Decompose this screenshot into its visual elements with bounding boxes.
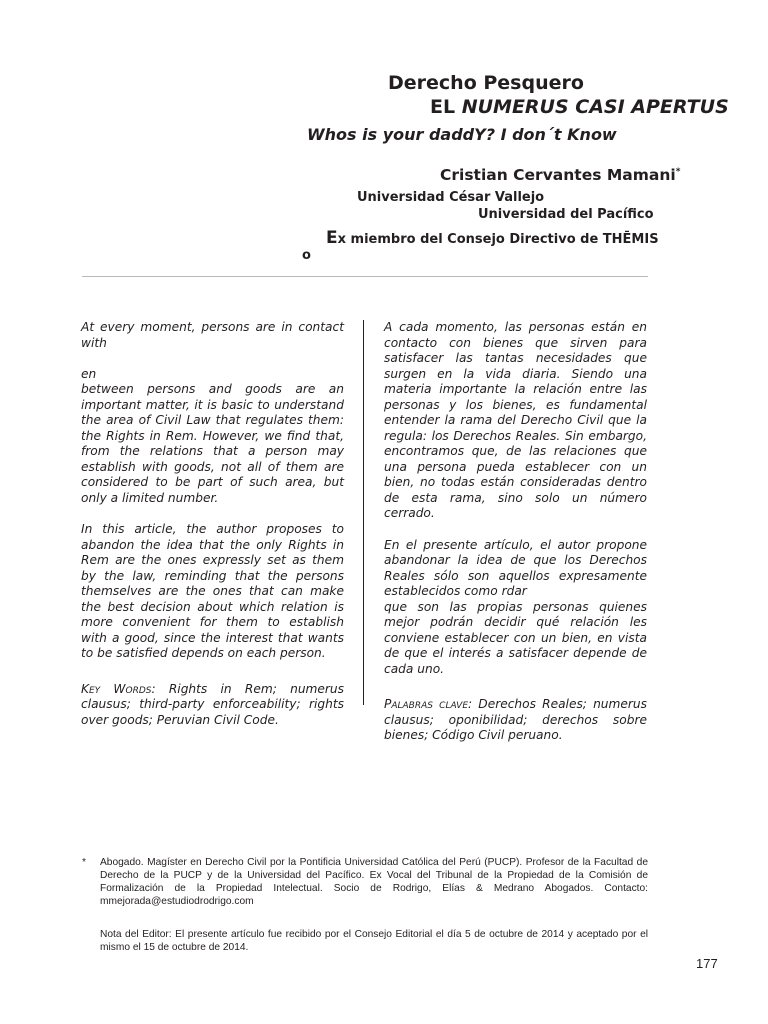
author-footnote [82,856,648,908]
abstract-en-p1a: At every moment, persons are in contact with [81,320,344,350]
footnote-mark: * [82,857,86,868]
keywords-en-list: Rights in Rem; numerus clausus; third-party enforceability; rights over goods; Peruvian Civil Code. [81,681,345,727]
keywords-en [81,682,344,729]
affiliation-3 [326,228,659,248]
editor-note: Nota del Editor: El presente artículo fue recibido por el Consejo Editorial el día 5 de octubre de 2014 y aceptado por el mismo el 15 de octubre de 2014. [100,929,648,953]
abstract-es-p1: A cada momento, las personas están en contacto con bienes que sirven para satisfacer las tantas necesidades que surgen en la vida diaria. Siendo una materia importante la relación entre las personas y los bienes, es fundamental entender la rama del Derecho Civil que la regula: los Derechos Reales. Sin embargo, encontramos que, de las relaciones que una persona pueda establecer con un bien, no todas están consideradas dentro de esta rama, sino solo un número cerrado. [384,320,647,520]
affiliation-4: o [302,248,311,263]
title-prefix: EL [430,96,462,118]
abstract-en-p1c: between persons and goods are an important matter, it is basic to understand the area of Civil Law that regulates them: the Rights in Rem. However, we find that, from the relations that a person may establish with goods, not all of them are considered to be part of such area, but only a limited number. [81,382,344,505]
article-title [430,96,729,118]
abstract-english [81,320,344,744]
page-number: 177 [696,956,718,971]
abstract-en-p2: In this article, the author proposes to abandon the idea that the only Rights in Rem are the ones expressly set as them by the law, reminding that the persons themselves are the ones that can make the best decision about which relation is more convenient for them to establish with a good, since the interest that wants to be satisfied depends on each person. [81,522,344,660]
keywords-es-label: Palabras clave: [384,697,473,711]
affiliation-3-text: x miembro del Consejo Directivo de THĒMIS [337,232,659,247]
abstract-es-p2 [384,538,647,678]
abstract-es-p2b: que son las propias personas quienes mejor podrán decidir qué relación les conviene establecer con un bien, en vista de que el interés a satisfacer depende de cada uno. [384,599,647,676]
affiliation-2: Universidad del Pacífico [478,207,654,222]
article-category: Derecho Pesquero [388,72,584,94]
keywords-es-list: Derechos Reales; numerus clausus; oponibilidad; derechos sobre bienes; Código Civil peruano. [384,697,647,742]
header-divider [82,276,648,277]
author-footnote-mark: * [675,166,681,177]
affiliation-3-initial: E [326,228,338,248]
author-text: Cristian Cervantes Mamani [440,166,676,184]
abstract-en-p1b: en [81,366,97,381]
keywords-en-label: Key Words: [81,681,156,696]
article-subtitle: Whos is your daddY? I don´t Know [307,125,617,144]
abstract-spanish [384,320,647,760]
title-italic: NUMERUS CASI APERTUS [461,96,729,118]
affiliation-1: Universidad César Vallejo [357,190,545,205]
author-name [440,166,680,184]
abstract-en-p1 [81,320,344,506]
footnote-text: Abogado. Magíster en Derecho Civil por la Pontificia Universidad Católica del Perú (PUCP). Profesor de la Facultad de Derecho de la PUCP y de la Universidad del Pacífico. Ex Vocal del Tribunal de la Propiedad de la Comisión de Formalización de la Propiedad Intelectual. Socio de Rodrigo, Elías & Medrano Abogados. Contacto: mmejorada@estudiodrodrigo.com [100,857,648,907]
column-divider [363,320,364,705]
keywords-es [384,697,647,744]
abstract-es-p2a: En el presente artículo, el autor propone abandonar la idea de que los Derechos Reales sólo son aquellos expresamente establecidos como rdar [384,537,647,598]
